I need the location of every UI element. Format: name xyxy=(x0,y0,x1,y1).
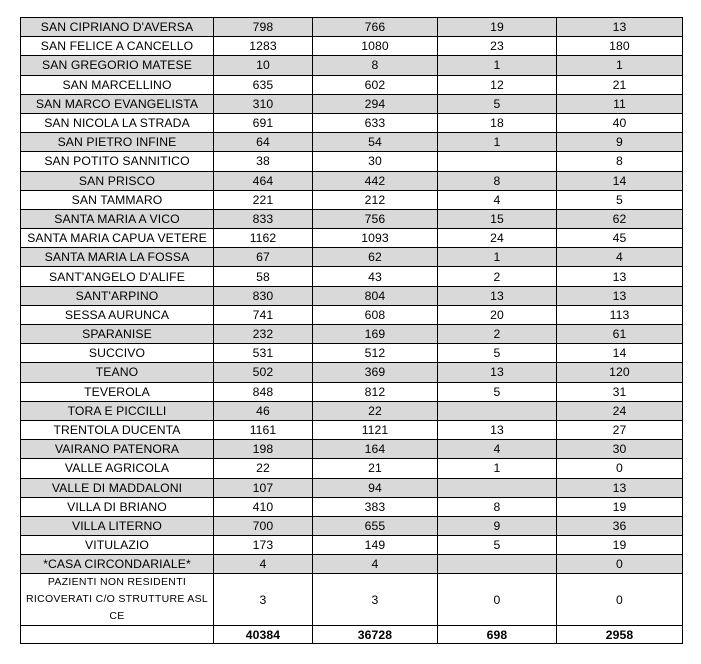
value-cell-c3: 8 xyxy=(438,171,557,190)
value-cell-c3: 698 xyxy=(438,626,557,644)
value-cell-c4: 40 xyxy=(557,113,683,132)
value-cell-c1: 3 xyxy=(214,574,313,626)
value-cell-c2: 812 xyxy=(313,382,438,401)
value-cell-c2: 164 xyxy=(313,440,438,459)
value-cell-c3: 20 xyxy=(438,305,557,324)
municipality-cell: SPARANISE xyxy=(21,325,214,344)
table-row xyxy=(21,267,683,286)
value-cell-c2: 442 xyxy=(313,171,438,190)
table-row xyxy=(21,286,683,305)
value-cell-c2: 1093 xyxy=(313,229,438,248)
table-row xyxy=(21,133,683,152)
value-cell-c4: 5 xyxy=(557,190,683,209)
value-cell-c1: 64 xyxy=(214,133,313,152)
value-cell-c4: 62 xyxy=(557,209,683,228)
value-cell-c3: 18 xyxy=(438,113,557,132)
value-cell-c1: 1162 xyxy=(214,229,313,248)
value-cell-c2: 3 xyxy=(313,574,438,626)
municipality-cell: SANT'ANGELO D'ALIFE xyxy=(21,267,214,286)
municipality-cell: TRENTOLA DUCENTA xyxy=(21,420,214,439)
municipality-cell: TORA E PICCILLI xyxy=(21,401,214,420)
table-row xyxy=(21,555,683,574)
totals-row xyxy=(21,626,683,644)
value-cell-c4: 1 xyxy=(557,56,683,75)
table-row xyxy=(21,37,683,56)
value-cell-c1: 58 xyxy=(214,267,313,286)
value-cell-c1: 700 xyxy=(214,516,313,535)
value-cell-c3: 13 xyxy=(438,363,557,382)
value-cell-c1: 1283 xyxy=(214,37,313,56)
municipality-cell: SESSA AURUNCA xyxy=(21,305,214,324)
value-cell-c2: 766 xyxy=(313,18,438,37)
value-cell-c3: 1 xyxy=(438,459,557,478)
municipality-cell: SANTA MARIA A VICO xyxy=(21,209,214,228)
value-cell-c1: 4 xyxy=(214,555,313,574)
value-cell-c1: 691 xyxy=(214,113,313,132)
table-row xyxy=(21,209,683,228)
value-cell-c4: 9 xyxy=(557,133,683,152)
value-cell-c3: 9 xyxy=(438,516,557,535)
table-row xyxy=(21,382,683,401)
value-cell-c1: 410 xyxy=(214,497,313,516)
value-cell-c3: 5 xyxy=(438,536,557,555)
value-cell-c4: 13 xyxy=(557,267,683,286)
value-cell-c1: 464 xyxy=(214,171,313,190)
table-body xyxy=(21,18,683,644)
value-cell-c2: 36728 xyxy=(313,626,438,644)
value-cell-c1: 173 xyxy=(214,536,313,555)
value-cell-c2: 369 xyxy=(313,363,438,382)
municipality-cell: SANT'ARPINO xyxy=(21,286,214,305)
municipality-cell: *CASA CIRCONDARIALE* xyxy=(21,555,214,574)
value-cell-c3: 12 xyxy=(438,75,557,94)
value-cell-c2: 212 xyxy=(313,190,438,209)
value-cell-c1: 848 xyxy=(214,382,313,401)
municipality-cell: SANTA MARIA LA FOSSA xyxy=(21,248,214,267)
row-label-cell: PAZIENTI NON RESIDENTI RICOVERATI C/O STRUTTURE ASL CE xyxy=(21,574,214,626)
value-cell-c2: 8 xyxy=(313,56,438,75)
table-row xyxy=(21,56,683,75)
value-cell-c4: 113 xyxy=(557,305,683,324)
value-cell-c4: 0 xyxy=(557,459,683,478)
value-cell-c2: 602 xyxy=(313,75,438,94)
value-cell-c3: 0 xyxy=(438,574,557,626)
municipality-cell: SUCCIVO xyxy=(21,344,214,363)
table-row xyxy=(21,516,683,535)
value-cell-c1: 1161 xyxy=(214,420,313,439)
municipality-cell: SANTA MARIA CAPUA VETERE xyxy=(21,229,214,248)
value-cell-c3 xyxy=(438,152,557,171)
value-cell-c4: 45 xyxy=(557,229,683,248)
table-row xyxy=(21,440,683,459)
value-cell-c3 xyxy=(438,478,557,497)
value-cell-c2: 1080 xyxy=(313,37,438,56)
value-cell-c1: 232 xyxy=(214,325,313,344)
value-cell-c1: 635 xyxy=(214,75,313,94)
value-cell-c3 xyxy=(438,401,557,420)
table-row xyxy=(21,497,683,516)
municipality-cell: SAN NICOLA LA STRADA xyxy=(21,113,214,132)
value-cell-c2: 383 xyxy=(313,497,438,516)
value-cell-c2: 633 xyxy=(313,113,438,132)
table-row xyxy=(21,18,683,37)
municipality-cell: VILLA LITERNO xyxy=(21,516,214,535)
value-cell-c4: 14 xyxy=(557,171,683,190)
value-cell-c4: 2958 xyxy=(557,626,683,644)
table-row xyxy=(21,190,683,209)
municipality-cell: SAN FELICE A CANCELLO xyxy=(21,37,214,56)
value-cell-c2: 804 xyxy=(313,286,438,305)
table-row xyxy=(21,248,683,267)
value-cell-c1: 221 xyxy=(214,190,313,209)
value-cell-c4: 19 xyxy=(557,497,683,516)
value-cell-c1: 10 xyxy=(214,56,313,75)
value-cell-c4: 30 xyxy=(557,440,683,459)
municipality-cell: VILLA DI BRIANO xyxy=(21,497,214,516)
value-cell-c1: 833 xyxy=(214,209,313,228)
municipality-cell: VALLE AGRICOLA xyxy=(21,459,214,478)
value-cell-c1: 38 xyxy=(214,152,313,171)
value-cell-c2: 62 xyxy=(313,248,438,267)
value-cell-c4: 19 xyxy=(557,536,683,555)
value-cell-c4: 13 xyxy=(557,18,683,37)
municipality-cell: TEVEROLA xyxy=(21,382,214,401)
table-row xyxy=(21,478,683,497)
row-label-cell xyxy=(21,626,214,644)
municipality-cell: SAN TAMMARO xyxy=(21,190,214,209)
value-cell-c3: 13 xyxy=(438,420,557,439)
municipality-cell: SAN GREGORIO MATESE xyxy=(21,56,214,75)
non-resident-patients-row xyxy=(21,574,683,626)
table-row xyxy=(21,344,683,363)
municipality-cell: SAN CIPRIANO D'AVERSA xyxy=(21,18,214,37)
municipality-cell: VAIRANO PATENORA xyxy=(21,440,214,459)
value-cell-c3: 1 xyxy=(438,56,557,75)
value-cell-c4: 120 xyxy=(557,363,683,382)
value-cell-c3: 2 xyxy=(438,267,557,286)
value-cell-c3: 4 xyxy=(438,440,557,459)
value-cell-c2: 22 xyxy=(313,401,438,420)
value-cell-c4: 11 xyxy=(557,94,683,113)
value-cell-c1: 531 xyxy=(214,344,313,363)
value-cell-c2: 21 xyxy=(313,459,438,478)
municipality-data-table xyxy=(20,17,683,644)
value-cell-c3: 15 xyxy=(438,209,557,228)
table-row xyxy=(21,363,683,382)
value-cell-c3: 1 xyxy=(438,133,557,152)
value-cell-c1: 798 xyxy=(214,18,313,37)
table-row xyxy=(21,536,683,555)
table-row xyxy=(21,401,683,420)
value-cell-c3 xyxy=(438,555,557,574)
table-row xyxy=(21,305,683,324)
value-cell-c4: 4 xyxy=(557,248,683,267)
value-cell-c4: 27 xyxy=(557,420,683,439)
table-row xyxy=(21,94,683,113)
value-cell-c4: 0 xyxy=(557,555,683,574)
value-cell-c1: 40384 xyxy=(214,626,313,644)
table-row xyxy=(21,420,683,439)
value-cell-c2: 512 xyxy=(313,344,438,363)
value-cell-c3: 5 xyxy=(438,382,557,401)
table-row xyxy=(21,113,683,132)
value-cell-c2: 94 xyxy=(313,478,438,497)
value-cell-c3: 19 xyxy=(438,18,557,37)
value-cell-c2: 169 xyxy=(313,325,438,344)
table-row xyxy=(21,325,683,344)
value-cell-c4: 24 xyxy=(557,401,683,420)
value-cell-c2: 756 xyxy=(313,209,438,228)
table-row xyxy=(21,459,683,478)
value-cell-c2: 608 xyxy=(313,305,438,324)
value-cell-c3: 13 xyxy=(438,286,557,305)
value-cell-c2: 4 xyxy=(313,555,438,574)
value-cell-c3: 8 xyxy=(438,497,557,516)
value-cell-c4: 180 xyxy=(557,37,683,56)
value-cell-c4: 36 xyxy=(557,516,683,535)
table-row xyxy=(21,171,683,190)
value-cell-c3: 2 xyxy=(438,325,557,344)
value-cell-c2: 30 xyxy=(313,152,438,171)
value-cell-c4: 13 xyxy=(557,286,683,305)
value-cell-c3: 23 xyxy=(438,37,557,56)
value-cell-c2: 43 xyxy=(313,267,438,286)
value-cell-c1: 830 xyxy=(214,286,313,305)
value-cell-c2: 149 xyxy=(313,536,438,555)
value-cell-c3: 24 xyxy=(438,229,557,248)
value-cell-c4: 31 xyxy=(557,382,683,401)
value-cell-c1: 22 xyxy=(214,459,313,478)
value-cell-c3: 4 xyxy=(438,190,557,209)
value-cell-c4: 21 xyxy=(557,75,683,94)
municipality-cell: SAN MARCO EVANGELISTA xyxy=(21,94,214,113)
value-cell-c4: 8 xyxy=(557,152,683,171)
value-cell-c4: 0 xyxy=(557,574,683,626)
value-cell-c3: 5 xyxy=(438,344,557,363)
municipality-cell: SAN POTITO SANNITICO xyxy=(21,152,214,171)
value-cell-c1: 198 xyxy=(214,440,313,459)
municipality-cell: TEANO xyxy=(21,363,214,382)
value-cell-c3: 1 xyxy=(438,248,557,267)
value-cell-c4: 14 xyxy=(557,344,683,363)
table-row xyxy=(21,229,683,248)
value-cell-c1: 310 xyxy=(214,94,313,113)
value-cell-c2: 294 xyxy=(313,94,438,113)
municipality-cell: VITULAZIO xyxy=(21,536,214,555)
municipality-cell: SAN PIETRO INFINE xyxy=(21,133,214,152)
value-cell-c1: 107 xyxy=(214,478,313,497)
municipality-cell: SAN PRISCO xyxy=(21,171,214,190)
value-cell-c1: 741 xyxy=(214,305,313,324)
value-cell-c1: 502 xyxy=(214,363,313,382)
value-cell-c1: 67 xyxy=(214,248,313,267)
value-cell-c2: 54 xyxy=(313,133,438,152)
municipality-cell: SAN MARCELLINO xyxy=(21,75,214,94)
table-row xyxy=(21,75,683,94)
value-cell-c4: 61 xyxy=(557,325,683,344)
value-cell-c2: 1121 xyxy=(313,420,438,439)
value-cell-c2: 655 xyxy=(313,516,438,535)
municipality-cell: VALLE DI MADDALONI xyxy=(21,478,214,497)
value-cell-c3: 5 xyxy=(438,94,557,113)
table-row xyxy=(21,152,683,171)
value-cell-c1: 46 xyxy=(214,401,313,420)
value-cell-c4: 13 xyxy=(557,478,683,497)
